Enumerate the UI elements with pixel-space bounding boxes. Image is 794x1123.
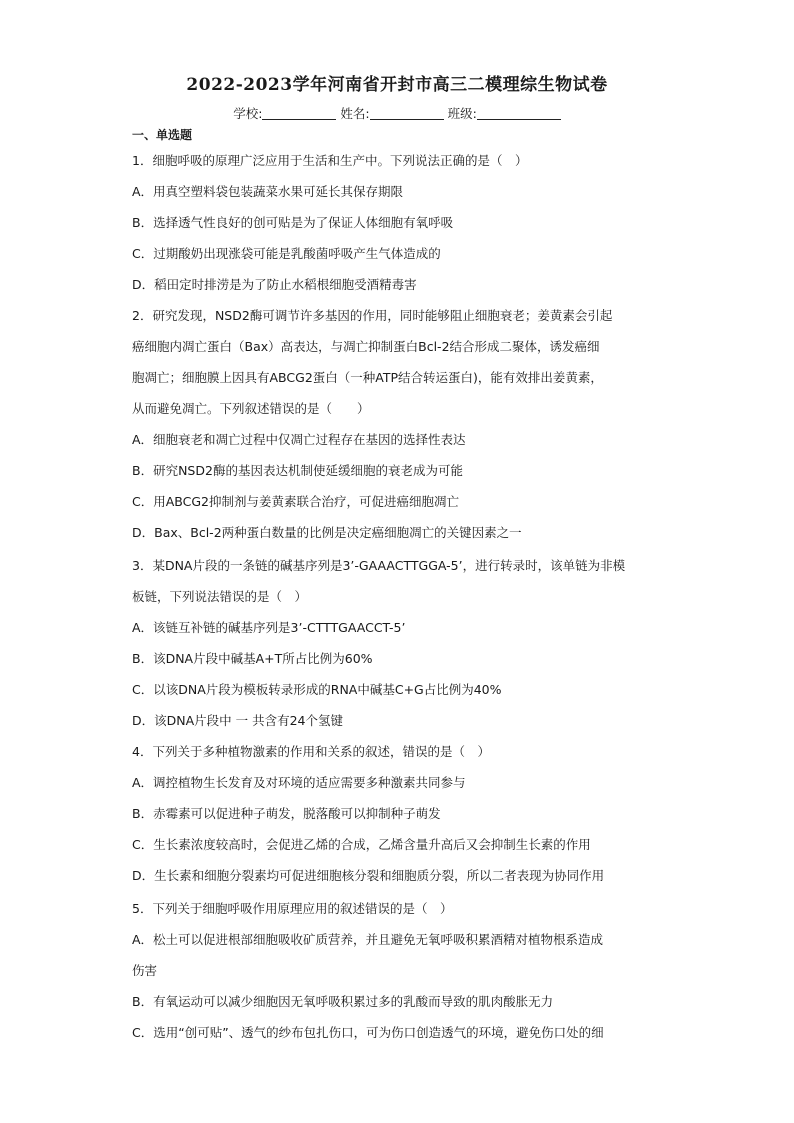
school-blank xyxy=(262,106,336,120)
school-label: 学校: xyxy=(233,106,263,121)
question-line: 板链，下列说法错误的是（ ） xyxy=(132,589,308,604)
question-line: D．该DNA片段中 一 共含有24个氢键 xyxy=(132,713,344,728)
question-line: 癌细胞内凋亡蛋白（Bax）高表达，与凋亡抑制蛋白Bcl-2结合形成二聚体，诱发癌细 xyxy=(132,339,600,354)
question-line: 3．某DNA片段的一条链的碱基序列是3’-GAAACTTGGA-5’，进行转录时，该单链为非模 xyxy=(132,558,626,573)
question-line: B．赤霉素可以促进种子萌发，脱落酸可以抑制种子萌发 xyxy=(132,806,441,821)
question-line: B．选择透气性良好的创可贴是为了保证人体细胞有氧呼吸 xyxy=(132,215,454,230)
exam-title: 2022-2023学年河南省开封市高三二模理综生物试卷 xyxy=(186,75,608,95)
question-line: A．用真空塑料袋包装蔬菜水果可延长其保存期限 xyxy=(132,184,404,199)
question-line: A．该链互补链的碱基序列是3’-CTTTGAACCT-5’ xyxy=(132,620,406,635)
name-blank xyxy=(370,106,444,120)
question-line: 伤害 xyxy=(132,963,158,978)
question-line: B．有氧运动可以减少细胞因无氧呼吸积累过多的乳酸而导致的肌肉酸胀无力 xyxy=(132,994,554,1009)
question-line: A．松土可以促进根部细胞吸收矿质营养，并且避免无氧呼吸积累酒精对植物根系造成 xyxy=(132,932,604,947)
question-line: A．细胞衰老和凋亡过程中仅凋亡过程存在基因的选择性表达 xyxy=(132,432,466,447)
question-line: 从而避免凋亡。下列叙述错误的是（ ） xyxy=(132,401,370,416)
section-title: 一、单选题 xyxy=(132,128,193,142)
class-blank xyxy=(477,106,561,120)
question-line: 2．研究发现，NSD2酶可调节许多基因的作用，同时能够阻止细胞衰老；姜黄素会引起 xyxy=(132,308,613,323)
student-info-row xyxy=(0,104,794,122)
question-line: D．生长素和细胞分裂素均可促进细胞核分裂和细胞质分裂，所以二者表现为协同作用 xyxy=(132,868,605,883)
question-line: 5．下列关于细胞呼吸作用原理应用的叙述错误的是（ ） xyxy=(132,901,453,916)
class-label: 班级: xyxy=(447,106,477,121)
question-line: C．过期酸奶出现涨袋可能是乳酸菌呼吸产生气体造成的 xyxy=(132,246,441,261)
question-line: C．生长素浓度较高时，会促进乙烯的合成，乙烯含量升高后又会抑制生长素的作用 xyxy=(132,837,591,852)
question-line: D．稻田定时排涝是为了防止水稻根细胞受酒精毒害 xyxy=(132,277,417,292)
question-line: B．该DNA片段中碱基A+T所占比例为60% xyxy=(132,651,373,666)
question-line: C．用ABCG2抑制剂与姜黄素联合治疗，可促进癌细胞凋亡 xyxy=(132,494,460,509)
question-line: 4．下列关于多种植物激素的作用和关系的叙述，错误的是（ ） xyxy=(132,744,490,759)
question-line: C．选用“创可贴”、透气的纱布包扎伤口，可为伤口创造透气的环境，避免伤口处的细 xyxy=(132,1025,604,1040)
question-line: 胞凋亡；细胞膜上因具有ABCG2蛋白（一种ATP结合转运蛋白)，能有效排出姜黄素， xyxy=(132,370,603,385)
question-line: C．以该DNA片段为模板转录形成的RNA中碱基C+G占比例为40% xyxy=(132,682,502,697)
question-line: B．研究NSD2酶的基因表达机制使延缓细胞的衰老成为可能 xyxy=(132,463,463,478)
question-line: 1．细胞呼吸的原理广泛应用于生活和生产中。下列说法正确的是（ ） xyxy=(132,153,528,168)
question-line: D．Bax、Bcl-2两种蛋白数量的比例是决定癌细胞凋亡的关键因素之一 xyxy=(132,525,522,540)
question-line: A．调控植物生长发育及对环境的适应需要多种激素共同参与 xyxy=(132,775,466,790)
name-label: 姓名: xyxy=(340,106,370,121)
